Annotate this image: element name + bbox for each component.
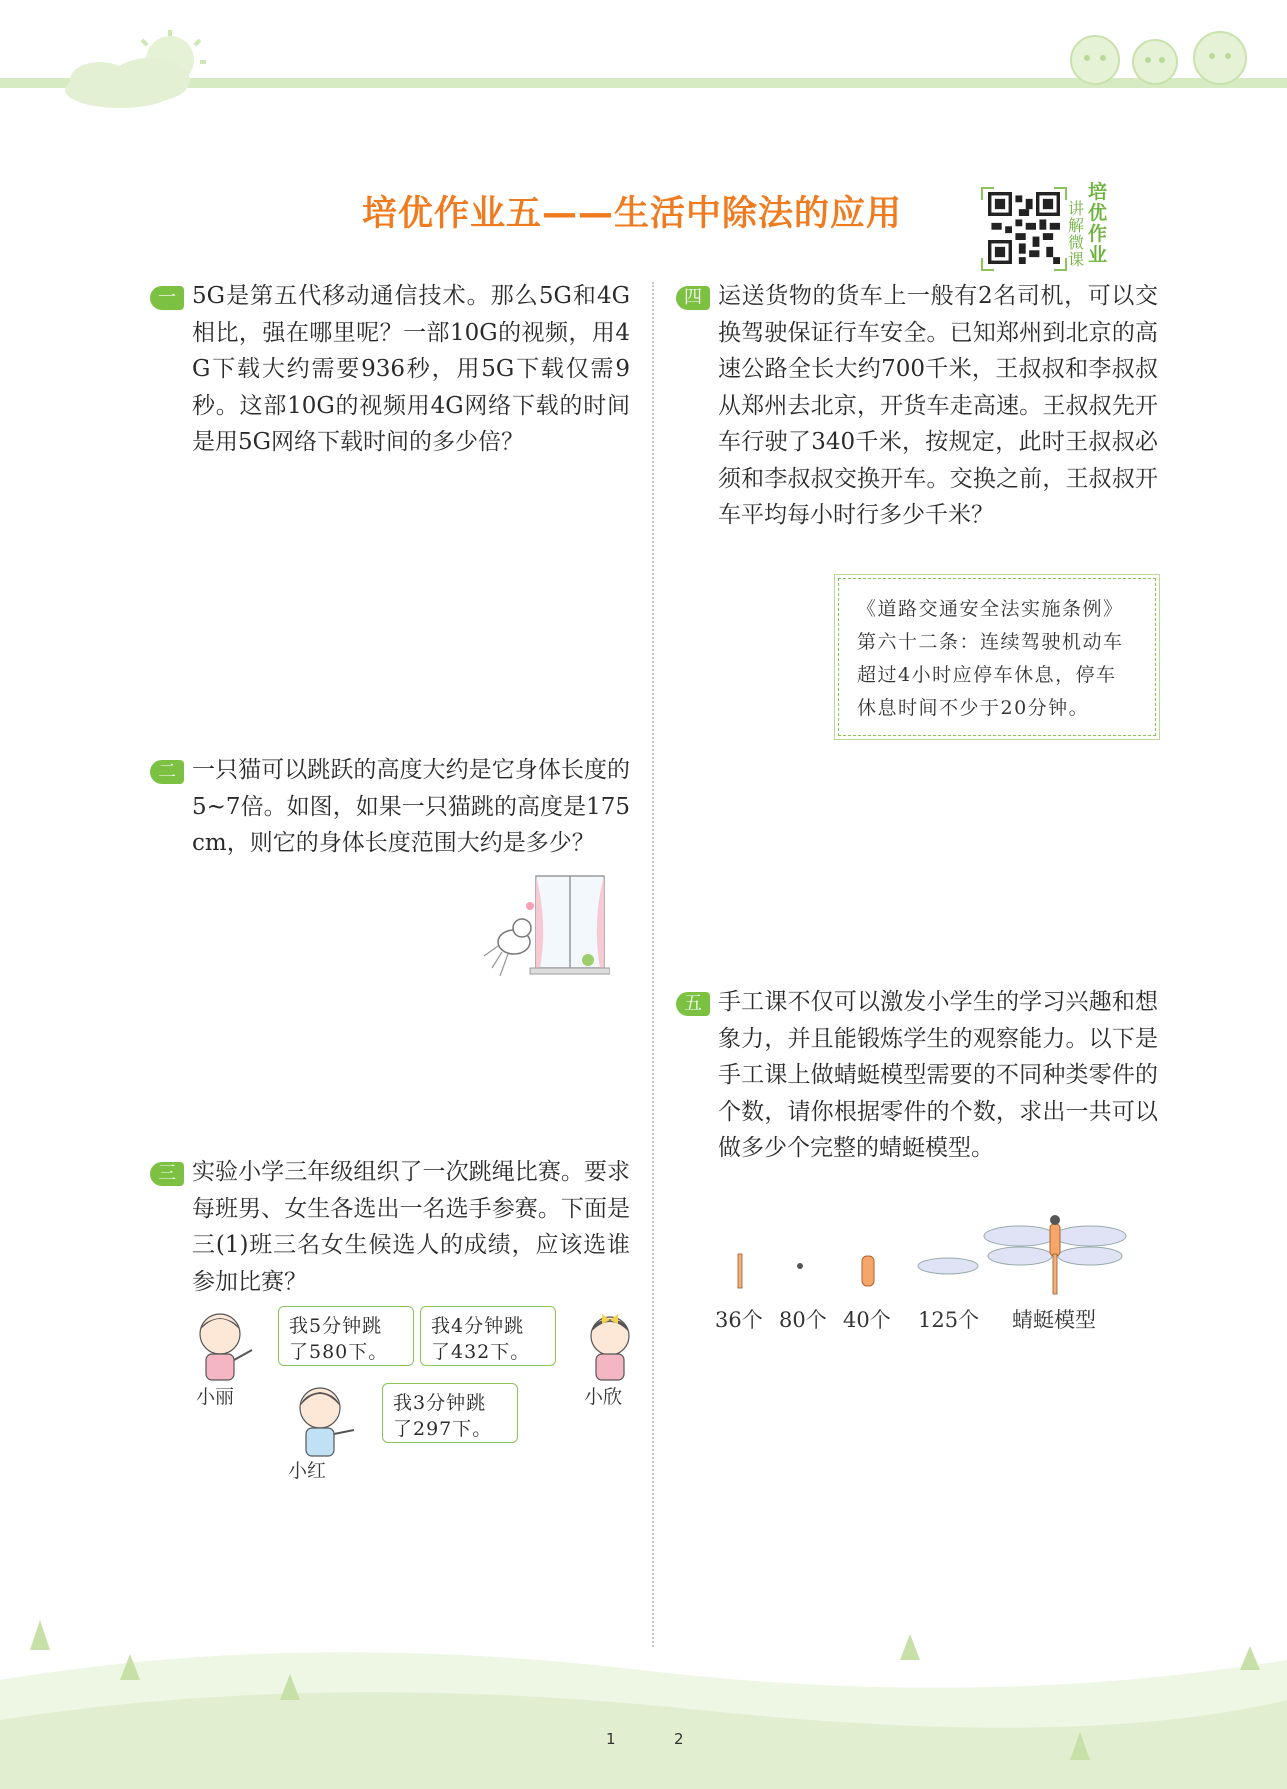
- dragonfly-model-label: 蜻蜓模型: [1012, 1308, 1096, 1332]
- problem-5-badge: 五: [676, 992, 710, 1016]
- problem-4-badge: 四: [676, 286, 710, 310]
- sun-cloud-decoration: [50, 30, 220, 110]
- dragonfly-parts-illustration: [730, 1208, 1130, 1298]
- problem-3-badge: 三: [150, 1162, 184, 1186]
- girl-xiaoli-illustration: [186, 1308, 258, 1382]
- part-count-3: 40个: [843, 1308, 891, 1332]
- rule-line-3: 超过4小时应停车休息，停车: [857, 664, 1117, 686]
- traffic-rule-box: [838, 578, 1156, 736]
- qr-label-main: 培优作业: [1088, 181, 1108, 266]
- problem-2-text: 一只猫可以跳跃的高度大约是它身体长度的5~7倍。如图，如果一只猫跳的高度是175 cm，则它的身体长度范围大约是多少？: [192, 757, 630, 856]
- page-title: 培优作业五——生活中除法的应用: [362, 194, 903, 234]
- speech-xiaoli-line1: 我5分钟跳: [289, 1315, 383, 1337]
- part-count-2: 80个: [779, 1308, 827, 1332]
- part-count-1: 36个: [715, 1308, 763, 1332]
- column-divider: [652, 282, 654, 1647]
- problem-1-text: 5G是第五代移动通信技术。那么5G和4G相比，强在哪里呢？一部10G的视频，用4G下载大约需要936秒，用5G下载仅需9秒。这部10G的视频用4G网络下载的时间是用5G网络下载时间的多少倍？: [192, 283, 630, 455]
- name-xiaohong: 小红: [288, 1460, 327, 1482]
- problem-1-badge: 一: [150, 286, 184, 310]
- speech-xiaoli-line2: 了580下。: [289, 1341, 389, 1363]
- problem-2-badge: 二: [150, 760, 184, 784]
- qr-code-icon[interactable]: [988, 192, 1060, 264]
- speech-bubble-xiaoli: [278, 1306, 414, 1366]
- animal-faces-decoration: [1060, 20, 1260, 90]
- rule-line-2: 第六十二条：连续驾驶机动车: [857, 631, 1124, 653]
- speech-xiaoxin-line2: 了432下。: [431, 1341, 531, 1363]
- rule-line-4: 休息时间不少于20分钟。: [857, 697, 1090, 719]
- cat-window-illustration: [478, 872, 610, 992]
- speech-xiaohong-line2: 了297下。: [393, 1418, 493, 1440]
- qr-label-side: 讲解微课: [1068, 199, 1085, 269]
- girl-xiaohong-illustration: [288, 1384, 360, 1458]
- name-xiaoli: 小丽: [196, 1386, 235, 1408]
- part-count-4: 125个: [918, 1308, 980, 1332]
- speech-bubble-xiaohong: [382, 1383, 518, 1443]
- name-xiaoxin: 小欣: [584, 1386, 623, 1408]
- problem-4-text: 运送货物的货车上一般有2名司机，可以交换驾驶保证行车安全。已知郑州到北京的高速公路全长大约700千米，王叔叔和李叔叔从郑州去北京，开货车走高速。王叔叔先开车行驶了340千米，按规定，此时王叔叔必须和李叔叔交换开车。交换之前，王叔叔开车平均每小时行多少千米？: [718, 283, 1158, 528]
- speech-bubble-xiaoxin: [420, 1306, 556, 1366]
- page-number-left: 1: [606, 1730, 616, 1748]
- footer-hills-decoration: [0, 1620, 1287, 1789]
- speech-xiaohong-line1: 我3分钟跳: [393, 1392, 487, 1414]
- problem-5-text: 手工课不仅可以激发小学生的学习兴趣和想象力，并且能锻炼学生的观察能力。以下是手工课上做蜻蜓模型需要的不同种类零件的个数，请你根据零件的个数，求出一共可以做多少个完整的蜻蜓模型。: [718, 989, 1158, 1161]
- speech-xiaoxin-line1: 我4分钟跳: [431, 1315, 525, 1337]
- girl-xiaoxin-illustration: [576, 1308, 648, 1382]
- page-number-right: 2: [674, 1730, 684, 1748]
- problem-3-text: 实验小学三年级组织了一次跳绳比赛。要求每班男、女生各选出一名选手参赛。下面是三(1)班三名女生候选人的成绩，应该选谁参加比赛？: [192, 1159, 630, 1295]
- rule-line-1: 《道路交通安全法实施条例》: [857, 598, 1124, 620]
